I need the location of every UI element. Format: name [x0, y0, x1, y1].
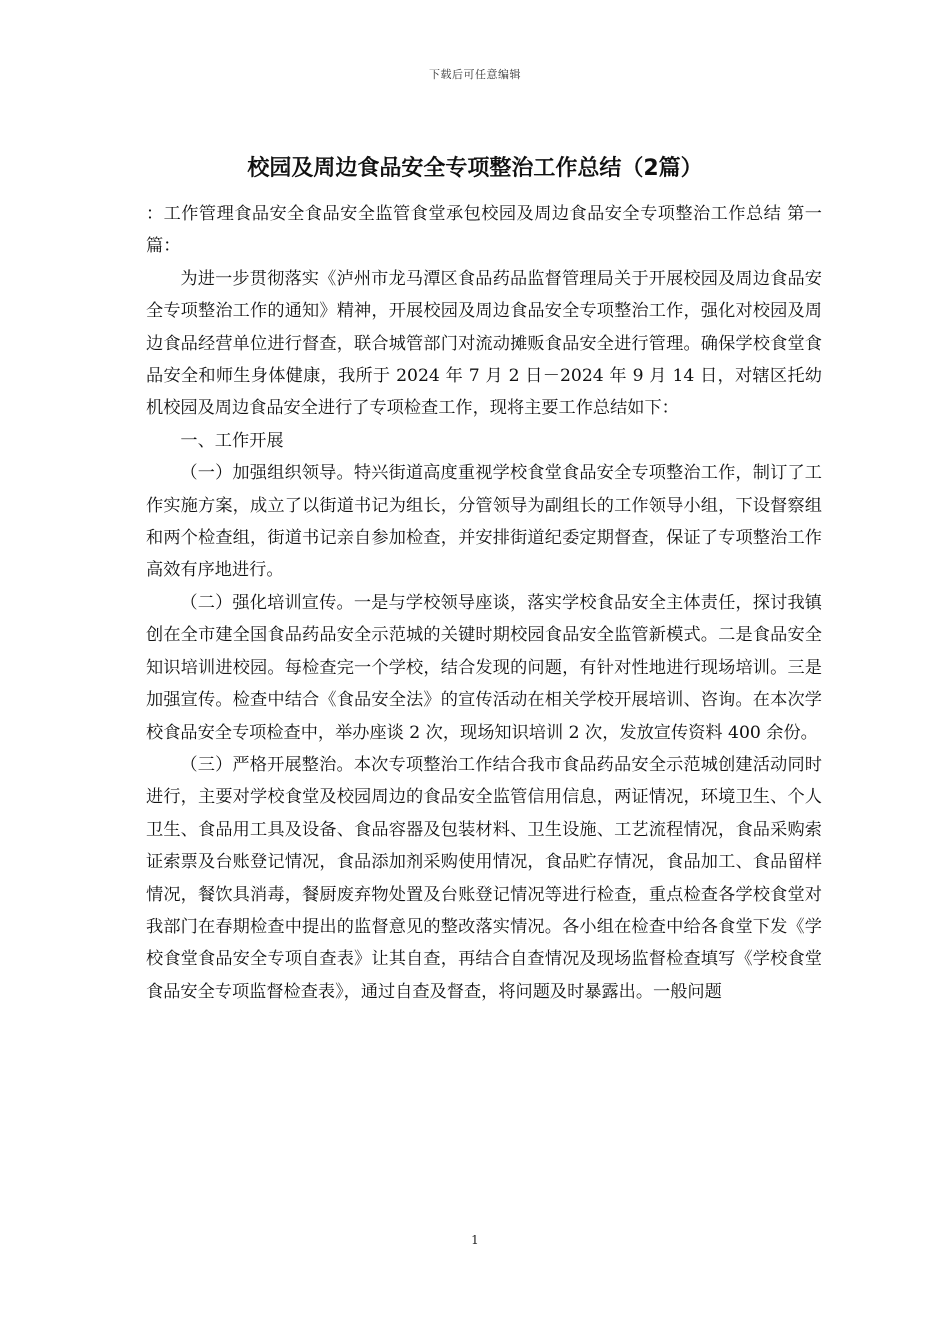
document-title: 校园及周边食品安全专项整治工作总结（2篇）	[247, 156, 703, 181]
paragraph-training: （二）强化培训宣传。一是与学校领导座谈，落实学校食品安全主体责任，探讨我镇创在全市建全国食品药品安全示范城的关键时期校园食品安全监管新模式。二是食品安全知识培训进校园。每检查完一个学校，结合发现的问题，有针对性地进行现场培训。三是加强宣传。检查中结合《食品安全法》的宣传活动在相关学校开展培训、咨询。在本次学校食品安全专项检查中，举办座谈 2 次，现场知识培训 2 次，发放宣传资料 400 余份。	[146, 592, 822, 743]
paragraph-intro: 为进一步贯彻落实《泸州市龙马潭区食品药品监督管理局关于开展校园及周边食品安全专项整治工作的通知》精神，开展校园及周边食品安全专项整治工作，强化对校园及周边食品经营单位进行督查，联合城管部门对流动摊贩食品安全进行管理。确保学校食堂食品安全和师生身体健康，我所于 2024 年 7 月 2 日－2024 年 9 月 14 日，对辖区托幼机校园及周边食品安全进行了专项检查工作，现将主要工作总结如下：	[146, 268, 822, 419]
paragraph-organization: （一）加强组织领导。特兴街道高度重视学校食堂食品安全专项整治工作，制订了工作实施方案，成立了以街道书记为组长，分管领导为副组长的工作领导小组，下设督察组和两个检查组，街道书记亲自参加检查，并安排街道纪委定期督查，保证了专项整治工作高效有序地进行。	[146, 463, 822, 581]
section-heading-work: 一、工作开展	[180, 430, 284, 451]
paragraph-rectification: （三）严格开展整治。本次专项整治工作结合我市食品药品安全示范城创建活动同时进行，主要对学校食堂及校园周边的食品安全监管信用信息，两证情况，环境卫生、个人卫生、食品用工具及设备、食品容器及包装材料、卫生设施、工艺流程情况，食品采购索证索票及台账登记情况，食品添加剂采购使用情况，食品贮存情况，食品加工、食品留样情况，餐饮具消毒，餐厨废弃物处置及台账登记情况等进行检查，重点检查各学校食堂对我部门在春期检查中提出的监督意见的整改落实情况。各小组在检查中给各食堂下发《学校食堂食品安全专项自查表》让其自查，再结合自查情况及现场监督检查填写《学校食堂食品安全专项监督检查表》，通过自查及督查，将问题及时暴露出。一般问题	[146, 754, 822, 1002]
keywords-line: ：工作管理食品安全食品安全监管食堂承包校园及周边食品安全专项整治工作总结 第一篇：	[146, 204, 822, 257]
document-body	[146, 198, 822, 1008]
page-number: 1	[471, 1233, 479, 1247]
header-note: 下载后可任意编辑	[429, 68, 521, 81]
